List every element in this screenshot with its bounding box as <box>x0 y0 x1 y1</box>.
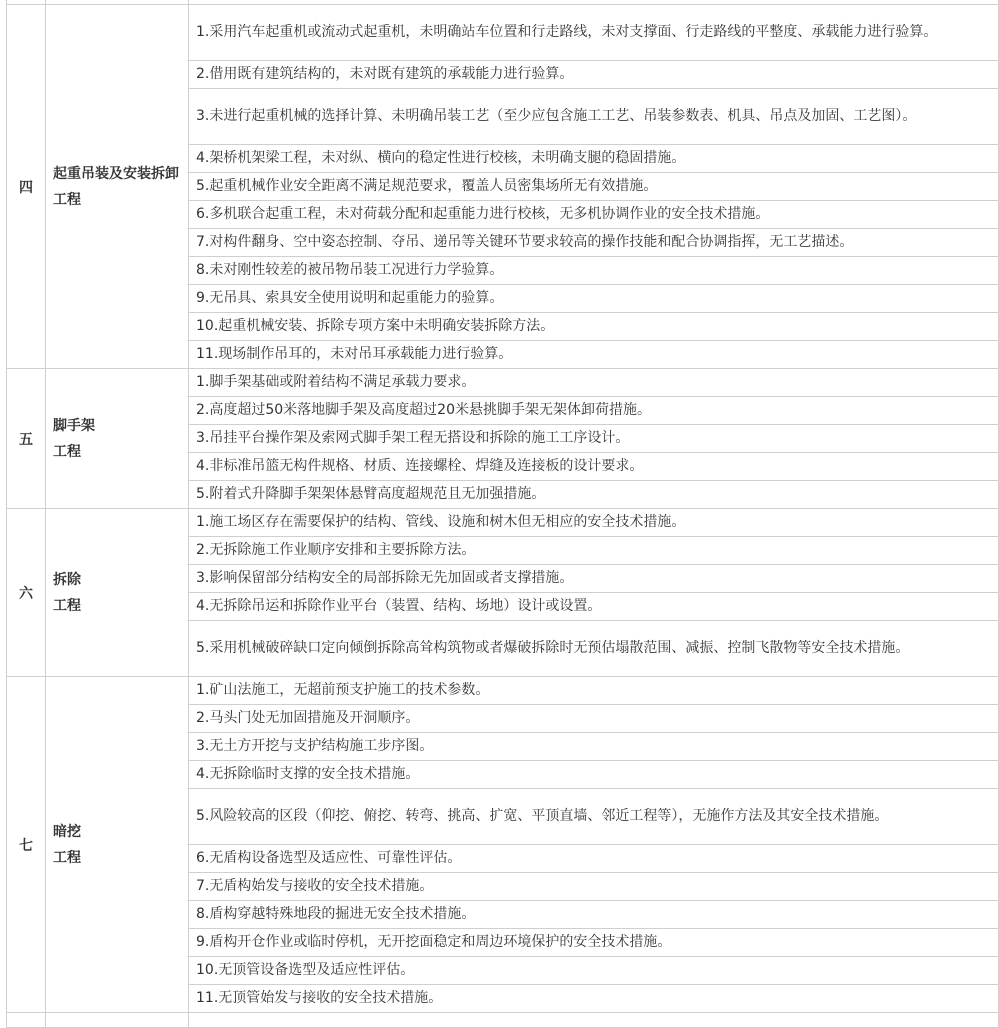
cell-empty <box>189 1013 999 1028</box>
table-row <box>7 677 999 705</box>
table-row <box>7 369 999 397</box>
list-item: 3.未进行起重机械的选择计算、未明确吊装工艺（至少应包含施工工艺、吊装参数表、机具、吊点及加固、工艺图）。 <box>189 89 999 145</box>
section-category: 起重吊装及安装拆卸工程 <box>46 5 189 369</box>
list-item: 2.无拆除施工作业顺序安排和主要拆除方法。 <box>189 537 999 565</box>
list-item: 7.对构件翻身、空中姿态控制、夺吊、递吊等关键环节要求较高的操作技能和配合协调指挥，无工艺描述。 <box>189 229 999 257</box>
list-item: 1.施工场区存在需要保护的结构、管线、设施和树木但无相应的安全技术措施。 <box>189 509 999 537</box>
list-item: 11.无顶管始发与接收的安全技术措施。 <box>189 985 999 1013</box>
list-item: 6.多机联合起重工程，未对荷载分配和起重能力进行校核，无多机协调作业的安全技术措施。 <box>189 201 999 229</box>
list-item: 3.吊挂平台操作架及索网式脚手架工程无搭设和拆除的施工工序设计。 <box>189 425 999 453</box>
section-category <box>46 369 189 509</box>
table-row <box>7 509 999 537</box>
section-number: 六 <box>7 509 46 677</box>
list-item: 11.现场制作吊耳的，未对吊耳承载能力进行验算。 <box>189 341 999 369</box>
list-item: 6.无盾构设备选型及适应性、可靠性评估。 <box>189 845 999 873</box>
list-item: 2.借用既有建筑结构的，未对既有建筑的承载能力进行验算。 <box>189 61 999 89</box>
list-item: 1.采用汽车起重机或流动式起重机，未明确站车位置和行走路线，未对支撑面、行走路线的平整度、承载能力进行验算。 <box>189 5 999 61</box>
list-item: 5.风险较高的区段（仰挖、俯挖、转弯、挑高、扩宽、平顶直墙、邻近工程等），无施作方法及其安全技术措施。 <box>189 789 999 845</box>
list-item: 4.架桥机架梁工程，未对纵、横向的稳定性进行校核，未明确支腿的稳固措施。 <box>189 145 999 173</box>
list-item: 5.起重机械作业安全距离不满足规范要求，覆盖人员密集场所无有效措施。 <box>189 173 999 201</box>
list-item: 1.矿山法施工，无超前预支护施工的技术参数。 <box>189 677 999 705</box>
list-item: 2.马头门处无加固措施及开洞顺序。 <box>189 705 999 733</box>
section-category-line: 工程 <box>53 443 81 460</box>
section-category-line: 工程 <box>53 849 81 866</box>
list-item: 3.无土方开挖与支护结构施工步序图。 <box>189 733 999 761</box>
list-item: 2.高度超过50米落地脚手架及高度超过20米悬挑脚手架无架体卸荷措施。 <box>189 397 999 425</box>
list-item: 4.无拆除吊运和拆除作业平台（装置、结构、场地）设计或设置。 <box>189 593 999 621</box>
section-category-line: 工程 <box>53 597 81 614</box>
list-item: 10.无顶管设备选型及适应性评估。 <box>189 957 999 985</box>
list-item: 3.影响保留部分结构安全的局部拆除无先加固或者支撑措施。 <box>189 565 999 593</box>
requirements-table <box>6 0 999 1028</box>
table-row-partial <box>7 1013 999 1028</box>
list-item: 10.起重机械安装、拆除专项方案中未明确安装拆除方法。 <box>189 313 999 341</box>
section-category-line: 暗挖 <box>53 823 81 840</box>
list-item: 4.无拆除临时支撑的安全技术措施。 <box>189 761 999 789</box>
section-category <box>46 677 189 1013</box>
list-item: 8.未对刚性较差的被吊物吊装工况进行力学验算。 <box>189 257 999 285</box>
section-category-line: 脚手架 <box>53 417 95 434</box>
section-number: 七 <box>7 677 46 1013</box>
list-item: 4.非标准吊篮无构件规格、材质、连接螺栓、焊缝及连接板的设计要求。 <box>189 453 999 481</box>
section-category-line: 拆除 <box>53 571 81 588</box>
cell-empty <box>46 1013 189 1028</box>
list-item: 1.脚手架基础或附着结构不满足承载力要求。 <box>189 369 999 397</box>
list-item: 9.盾构开仓作业或临时停机，无开挖面稳定和周边环境保护的安全技术措施。 <box>189 929 999 957</box>
section-number: 四 <box>7 5 46 369</box>
list-item: 8.盾构穿越特殊地段的掘进无安全技术措施。 <box>189 901 999 929</box>
list-item: 5.采用机械破碎缺口定向倾倒拆除高耸构筑物或者爆破拆除时无预估塌散范围、减振、控制飞散物等安全技术措施。 <box>189 621 999 677</box>
list-item: 7.无盾构始发与接收的安全技术措施。 <box>189 873 999 901</box>
cell-empty <box>7 1013 46 1028</box>
table-row <box>7 5 999 61</box>
section-category <box>46 509 189 677</box>
list-item: 9.无吊具、索具安全使用说明和起重能力的验算。 <box>189 285 999 313</box>
list-item: 5.附着式升降脚手架架体悬臂高度超规范且无加强措施。 <box>189 481 999 509</box>
section-number: 五 <box>7 369 46 509</box>
